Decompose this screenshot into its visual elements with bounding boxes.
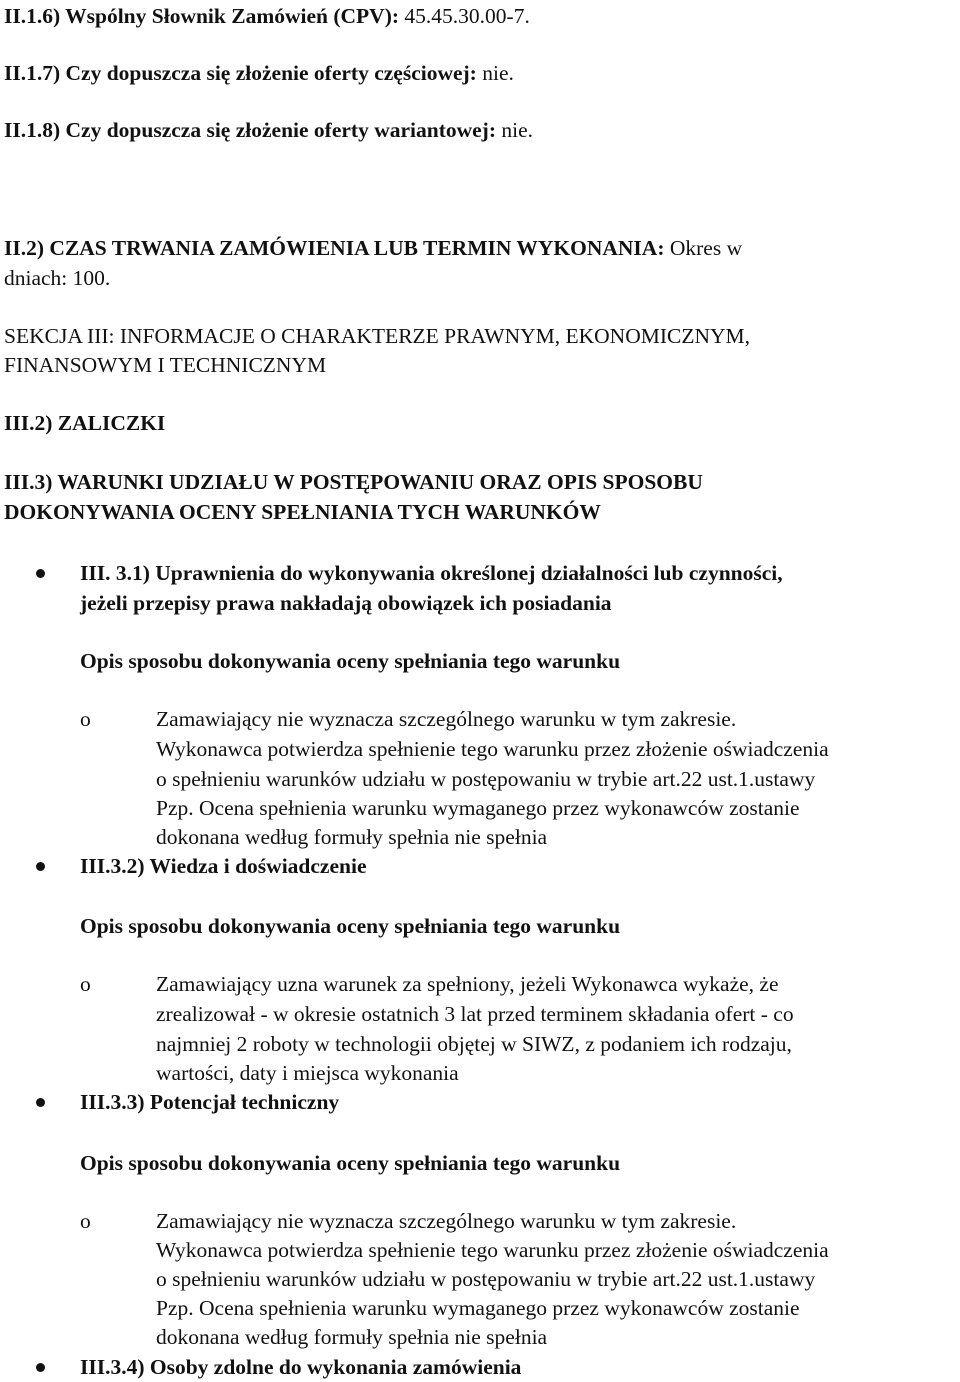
section-3-1-text: Wykonawca potwierdza spełnienie tego warunku przez złożenie oświadczenia (156, 737, 829, 761)
section-3-2-text: zrealizował - w okresie ostatnich 3 lat przed terminem składania ofert - co (156, 1002, 794, 1026)
bullet-icon (36, 1363, 45, 1372)
circle-bullet-icon: o (80, 707, 91, 731)
section-3-3-opis: Opis sposobu dokonywania oceny spełniania tego warunku (80, 1151, 621, 1175)
variant-offer-line: II.1.8) Czy dopuszcza się złożenie oferty wariantowej: nie. (4, 118, 534, 142)
section-3-1-text: o spełnieniu warunków udziału w postępowaniu w trybie art.22 ust.1.ustawy (156, 767, 816, 791)
section-3-3-text: Wykonawca potwierdza spełnienie tego warunku przez złożenie oświadczenia (156, 1238, 829, 1262)
circle-bullet-icon: o (80, 1209, 91, 1233)
section-3-1-heading-2: jeżeli przepisy prawa nakładają obowiązek ich posiadania (80, 591, 612, 615)
partial-offer-line: II.1.7) Czy dopuszcza się złożenie oferty częściowej: nie. (4, 61, 514, 85)
section-3-4-heading: III.3.4) Osoby zdolne do wykonania zamówienia (80, 1355, 522, 1379)
section-3-1-heading: III. 3.1) Uprawnienia do wykonywania określonej działalności lub czynności, (80, 561, 783, 585)
section-3-3-text: o spełnieniu warunków udziału w postępowaniu w trybie art.22 ust.1.ustawy (156, 1267, 816, 1291)
section-3-3-text: Pzp. Ocena spełnienia warunku wymaganego przez wykonawców zostanie (156, 1296, 800, 1320)
section-3-2-opis: Opis sposobu dokonywania oceny spełniania tego warunku (80, 914, 621, 938)
duration-line: II.2) CZAS TRWANIA ZAMÓWIENIA LUB TERMIN WYKONANIA: Okres w (4, 236, 743, 260)
section-3-3-text: Zamawiający nie wyznacza szczególnego warunku w tym zakresie. (156, 1209, 737, 1233)
section-iii-title: SEKCJA III: INFORMACJE O CHARAKTERZE PRAWNYM, EKONOMICZNYM, (4, 324, 751, 348)
duration-line-2: dniach: 100. (4, 266, 111, 290)
section-3-2-heading: III.3.2) Wiedza i doświadczenie (80, 854, 367, 878)
section-3-1-text: Pzp. Ocena spełnienia warunku wymaganego przez wykonawców zostanie (156, 796, 800, 820)
circle-bullet-icon: o (80, 972, 91, 996)
advances-heading: III.2) ZALICZKI (4, 411, 166, 435)
bullet-icon (36, 1098, 45, 1107)
cpv-line: II.1.6) Wspólny Słownik Zamówień (CPV): 45.45.30.00-7. (4, 4, 530, 28)
conditions-heading-2: DOKONYWANIA OCENY SPEŁNIANIA TYCH WARUNKÓW (4, 500, 601, 524)
bullet-icon (36, 862, 45, 871)
section-3-1-text: Zamawiający nie wyznacza szczególnego warunku w tym zakresie. (156, 707, 737, 731)
section-3-3-text: dokonana według formuły spełnia nie spełnia (156, 1325, 548, 1349)
section-3-2-text: najmniej 2 roboty w technologii objętej w SIWZ, z podaniem ich rodzaju, (156, 1032, 792, 1056)
section-3-2-text: wartości, daty i miejsca wykonania (156, 1061, 459, 1085)
section-iii-title-2: FINANSOWYM I TECHNICZNYM (4, 353, 327, 377)
bullet-icon (36, 569, 45, 578)
section-3-3-heading: III.3.3) Potencjał techniczny (80, 1090, 340, 1114)
section-3-1-text: dokonana według formuły spełnia nie spełnia (156, 825, 548, 849)
section-3-2-text: Zamawiający uzna warunek za spełniony, jeżeli Wykonawca wykaże, że (156, 972, 779, 996)
conditions-heading: III.3) WARUNKI UDZIAŁU W POSTĘPOWANIU ORAZ OPIS SPOSOBU (4, 470, 703, 494)
section-3-1-opis: Opis sposobu dokonywania oceny spełniania tego warunku (80, 649, 621, 673)
